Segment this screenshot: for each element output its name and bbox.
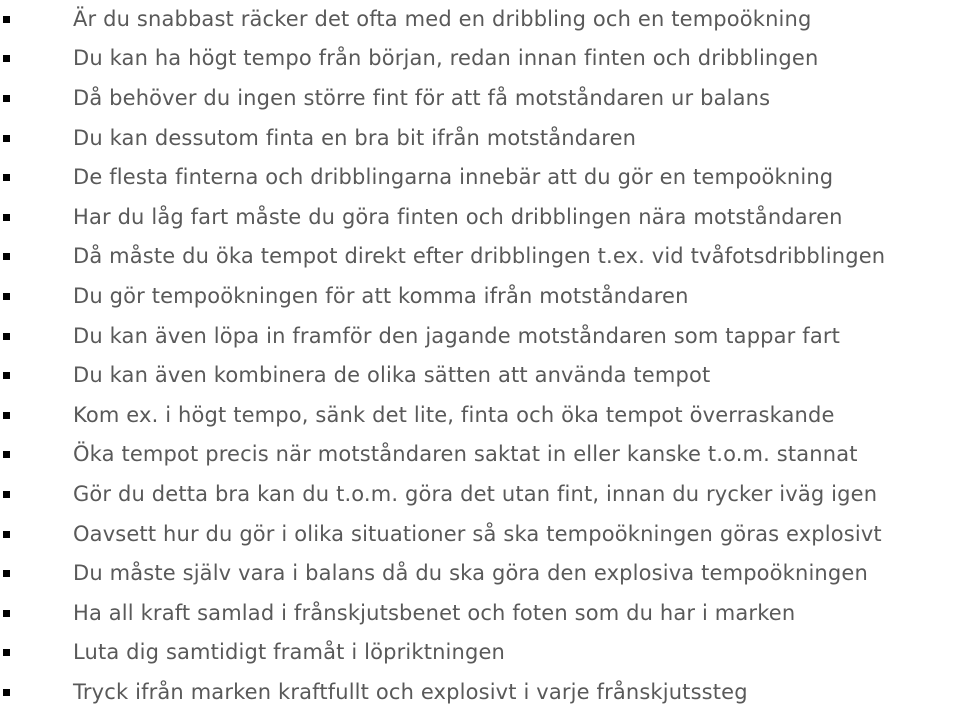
square-bullet-icon bbox=[3, 333, 10, 340]
list-item bbox=[0, 396, 960, 436]
square-bullet-icon bbox=[3, 95, 10, 102]
square-bullet-icon bbox=[3, 610, 10, 617]
list-item-text: Då behöver du ingen större fint för att få motståndaren ur balans bbox=[73, 86, 771, 111]
list-item-text: Har du låg fart måste du göra finten och dribblingen nära motståndaren bbox=[73, 204, 843, 229]
square-bullet-icon bbox=[3, 174, 10, 181]
square-bullet-icon bbox=[3, 135, 10, 142]
list-item bbox=[0, 436, 960, 476]
list-item bbox=[0, 634, 960, 674]
list-item bbox=[0, 515, 960, 555]
list-item-text: Oavsett hur du gör i olika situationer så ska tempoökningen göras explosivt bbox=[73, 521, 882, 546]
square-bullet-icon bbox=[3, 570, 10, 577]
list-item bbox=[0, 356, 960, 396]
list-item-text: Då måste du öka tempot direkt efter dribblingen t.ex. vid tvåfotsdribblingen bbox=[73, 244, 886, 269]
square-bullet-icon bbox=[3, 491, 10, 498]
square-bullet-icon bbox=[3, 293, 10, 300]
square-bullet-icon bbox=[3, 412, 10, 419]
list-item-text: Du gör tempoökningen för att komma ifrån motståndaren bbox=[73, 284, 689, 309]
list-item-text: Öka tempot precis när motståndaren saktat in eller kanske t.o.m. stannat bbox=[73, 442, 858, 467]
square-bullet-icon bbox=[3, 372, 10, 379]
list-item bbox=[0, 158, 960, 198]
list-item-text: Kom ex. i högt tempo, sänk det lite, finta och öka tempot överraskande bbox=[73, 402, 835, 427]
list-item bbox=[0, 40, 960, 80]
list-item-text: Du kan dessutom finta en bra bit ifrån motståndaren bbox=[73, 125, 637, 150]
list-item-text: Du kan ha högt tempo från början, redan innan finten och dribblingen bbox=[73, 46, 819, 71]
list-item bbox=[0, 0, 960, 40]
list-item bbox=[0, 594, 960, 634]
square-bullet-icon bbox=[3, 253, 10, 260]
list-item bbox=[0, 673, 960, 713]
list-item-text: Du kan även kombinera de olika sätten att använda tempot bbox=[73, 363, 711, 388]
square-bullet-icon bbox=[3, 55, 10, 62]
list-item bbox=[0, 554, 960, 594]
list-item-text: Ha all kraft samlad i frånskjutsbenet och foten som du har i marken bbox=[73, 600, 796, 625]
list-item bbox=[0, 238, 960, 278]
list-item bbox=[0, 79, 960, 119]
list-item-text: De flesta finterna och dribblingarna innebär att du gör en tempoökning bbox=[73, 165, 834, 190]
square-bullet-icon bbox=[3, 451, 10, 458]
square-bullet-icon bbox=[3, 16, 10, 23]
list-item bbox=[0, 277, 960, 317]
list-item bbox=[0, 475, 960, 515]
list-item bbox=[0, 317, 960, 357]
list-item bbox=[0, 119, 960, 159]
square-bullet-icon bbox=[3, 531, 10, 538]
list-item-text: Är du snabbast räcker det ofta med en dribbling och en tempoökning bbox=[73, 6, 812, 31]
list-item-text: Du måste själv vara i balans då du ska göra den explosiva tempoökningen bbox=[73, 561, 868, 586]
list-item bbox=[0, 198, 960, 238]
square-bullet-icon bbox=[3, 689, 10, 696]
list-item-text: Gör du detta bra kan du t.o.m. göra det utan fint, innan du rycker iväg igen bbox=[73, 482, 878, 507]
list-item-text: Luta dig samtidigt framåt i löpriktningen bbox=[73, 640, 506, 665]
square-bullet-icon bbox=[3, 214, 10, 221]
square-bullet-icon bbox=[3, 649, 10, 656]
list-item-text: Du kan även löpa in framför den jagande motståndaren som tappar fart bbox=[73, 323, 841, 348]
list-item-text: Tryck ifrån marken kraftfullt och explosivt i varje frånskjutssteg bbox=[73, 679, 748, 704]
